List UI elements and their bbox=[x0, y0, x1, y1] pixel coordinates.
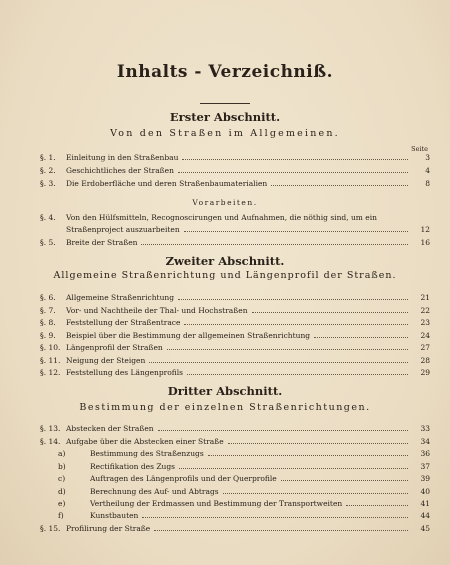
section-2-subtitle: Allgemeine Straßenrichtung und Längenprofil der Straßen. bbox=[53, 270, 397, 281]
entry-title: Geschichtliches der Straßen bbox=[66, 166, 174, 175]
subentry-label: c) bbox=[58, 474, 66, 483]
entry-page: 3 bbox=[425, 153, 430, 162]
toc-subentry bbox=[58, 461, 430, 472]
entry-title: Von den Hülfsmitteln, Recognoscirungen und Aufnahmen, die nöthig sind, um ein bbox=[66, 213, 377, 222]
entry-number: §. 12. bbox=[40, 368, 61, 377]
entry-number: §. 14. bbox=[40, 437, 61, 446]
entry-page: 8 bbox=[425, 179, 430, 188]
leader-dots bbox=[141, 244, 408, 245]
toc-entry bbox=[40, 292, 430, 303]
toc-entry bbox=[40, 436, 430, 447]
section-3-subtitle: Bestimmung der einzelnen Straßenrichtungen. bbox=[79, 402, 371, 413]
toc-entry bbox=[40, 355, 430, 366]
toc-entry bbox=[40, 305, 430, 316]
page-title: Inhalts - Verzeichniß. bbox=[116, 62, 334, 82]
entry-number: §. 7. bbox=[40, 306, 56, 315]
toc-entry bbox=[40, 330, 430, 341]
leader-dots bbox=[187, 374, 408, 375]
entry-page: 36 bbox=[420, 449, 430, 458]
entry-page: 29 bbox=[420, 368, 430, 377]
entry-title: Kunstbauten bbox=[90, 511, 139, 520]
entry-title: Einleitung in den Straßenbau bbox=[66, 153, 179, 162]
entry-title: Feststellung der Straßentrace bbox=[66, 318, 181, 327]
entry-page: 45 bbox=[420, 524, 430, 533]
leader-dots bbox=[314, 337, 408, 338]
section-1-subtitle: Von den Straßen im Allgemeinen. bbox=[110, 128, 340, 139]
entry-page: 23 bbox=[420, 318, 430, 327]
entry-title: Vertheilung der Erdmassen und Bestimmung der Transportweiten bbox=[90, 499, 343, 508]
leader-dots bbox=[182, 159, 408, 160]
entry-title: Die Erdoberfläche und deren Straßenbaumaterialien bbox=[66, 179, 268, 188]
toc-entry bbox=[40, 367, 430, 378]
page-column-label: Seite bbox=[411, 145, 428, 153]
entry-title: Feststellung des Längenprofils bbox=[66, 368, 184, 377]
entry-number: §. 1. bbox=[40, 153, 56, 162]
subentry-label: a) bbox=[58, 449, 66, 458]
entry-page: 24 bbox=[420, 331, 430, 340]
toc-entry bbox=[40, 165, 430, 176]
leader-dots bbox=[223, 493, 408, 494]
entry-title: Berechnung des Auf- und Abtrags bbox=[90, 487, 219, 496]
leader-dots bbox=[346, 505, 408, 506]
toc-entry bbox=[40, 237, 430, 248]
entry-title: Aufgabe über die Abstecken einer Straße bbox=[66, 437, 224, 446]
entry-number: §. 13. bbox=[40, 424, 61, 433]
entry-page: 34 bbox=[420, 437, 430, 446]
entry-page: 16 bbox=[420, 238, 430, 247]
toc-entry bbox=[40, 178, 430, 189]
entry-title: Profilirung der Straße bbox=[66, 524, 151, 533]
entry-number: §. 15. bbox=[40, 524, 61, 533]
entry-number: §. 8. bbox=[40, 318, 56, 327]
entry-number: §. 10. bbox=[40, 343, 61, 352]
entry-title: Allgemeine Straßenrichtung bbox=[66, 293, 175, 302]
entry-number: §. 5. bbox=[40, 238, 56, 247]
entry-page: 27 bbox=[420, 343, 430, 352]
leader-dots bbox=[178, 299, 408, 300]
entry-page: 22 bbox=[420, 306, 430, 315]
subsection-heading: Vorarbeiten. bbox=[192, 198, 258, 207]
toc-entry bbox=[40, 212, 430, 223]
entry-page: 12 bbox=[420, 225, 430, 234]
leader-dots bbox=[228, 443, 408, 444]
leader-dots bbox=[184, 231, 408, 232]
toc-entry-continued bbox=[66, 224, 430, 235]
leader-dots bbox=[149, 362, 408, 363]
toc-entry bbox=[40, 317, 430, 328]
entry-page: 21 bbox=[420, 293, 430, 302]
entry-title: Breite der Straßen bbox=[66, 238, 138, 247]
leader-dots bbox=[252, 312, 408, 313]
toc-entry bbox=[40, 423, 430, 434]
entry-page: 4 bbox=[425, 166, 430, 175]
entry-number: §. 11. bbox=[40, 356, 61, 365]
section-1-heading: Erster Abschnitt. bbox=[169, 110, 281, 124]
leader-dots bbox=[281, 480, 408, 481]
entry-page: 44 bbox=[420, 511, 430, 520]
toc-entry bbox=[40, 342, 430, 353]
toc-subentry bbox=[58, 486, 430, 497]
leader-dots bbox=[167, 349, 408, 350]
leader-dots bbox=[158, 430, 408, 431]
leader-dots bbox=[184, 324, 408, 325]
entry-page: 39 bbox=[420, 474, 430, 483]
section-3-heading: Dritter Abschnitt. bbox=[167, 384, 283, 398]
subentry-label: e) bbox=[58, 499, 66, 508]
entry-number: §. 9. bbox=[40, 331, 56, 340]
toc-subentry bbox=[58, 510, 430, 521]
entry-number: §. 6. bbox=[40, 293, 56, 302]
leader-dots bbox=[179, 468, 408, 469]
entry-number: §. 4. bbox=[40, 213, 56, 222]
section-2-heading: Zweiter Abschnitt. bbox=[165, 254, 285, 268]
entry-title: Auftragen des Längenprofils und der Querprofile bbox=[90, 474, 277, 483]
entry-title: Rectifikation des Zugs bbox=[90, 462, 176, 471]
leader-dots bbox=[208, 455, 408, 456]
entry-number: §. 3. bbox=[40, 179, 56, 188]
leader-dots bbox=[142, 517, 408, 518]
toc-entry bbox=[40, 152, 430, 163]
subentry-label: b) bbox=[58, 462, 66, 471]
entry-number: §. 2. bbox=[40, 166, 56, 175]
toc-subentry bbox=[58, 498, 430, 509]
leader-dots bbox=[271, 185, 408, 186]
entry-page: 33 bbox=[420, 424, 430, 433]
entry-title: Beispiel über die Bestimmung der allgemeinen Straßenrichtung bbox=[66, 331, 311, 340]
entry-title: Bestimmung des Straßenzugs bbox=[90, 449, 204, 458]
entry-page: 40 bbox=[420, 487, 430, 496]
entry-page: 41 bbox=[420, 499, 430, 508]
entry-title: Abstecken der Straßen bbox=[66, 424, 154, 433]
entry-title: Straßenproject auszuarbeiten bbox=[66, 225, 180, 234]
entry-title: Längenprofil der Straßen bbox=[66, 343, 163, 352]
toc-subentry bbox=[58, 473, 430, 484]
entry-page: 37 bbox=[420, 462, 430, 471]
leader-dots bbox=[178, 172, 408, 173]
title-divider bbox=[200, 103, 250, 104]
toc-subentry bbox=[58, 448, 430, 459]
entry-title: Vor- und Nachtheile der Thal- und Hochstraßen bbox=[66, 306, 248, 315]
entry-title: Neigung der Steigen bbox=[66, 356, 146, 365]
leader-dots bbox=[154, 530, 408, 531]
toc-entry bbox=[40, 523, 430, 534]
entry-page: 28 bbox=[420, 356, 430, 365]
subentry-label: d) bbox=[58, 487, 66, 496]
subentry-label: f) bbox=[58, 511, 64, 520]
